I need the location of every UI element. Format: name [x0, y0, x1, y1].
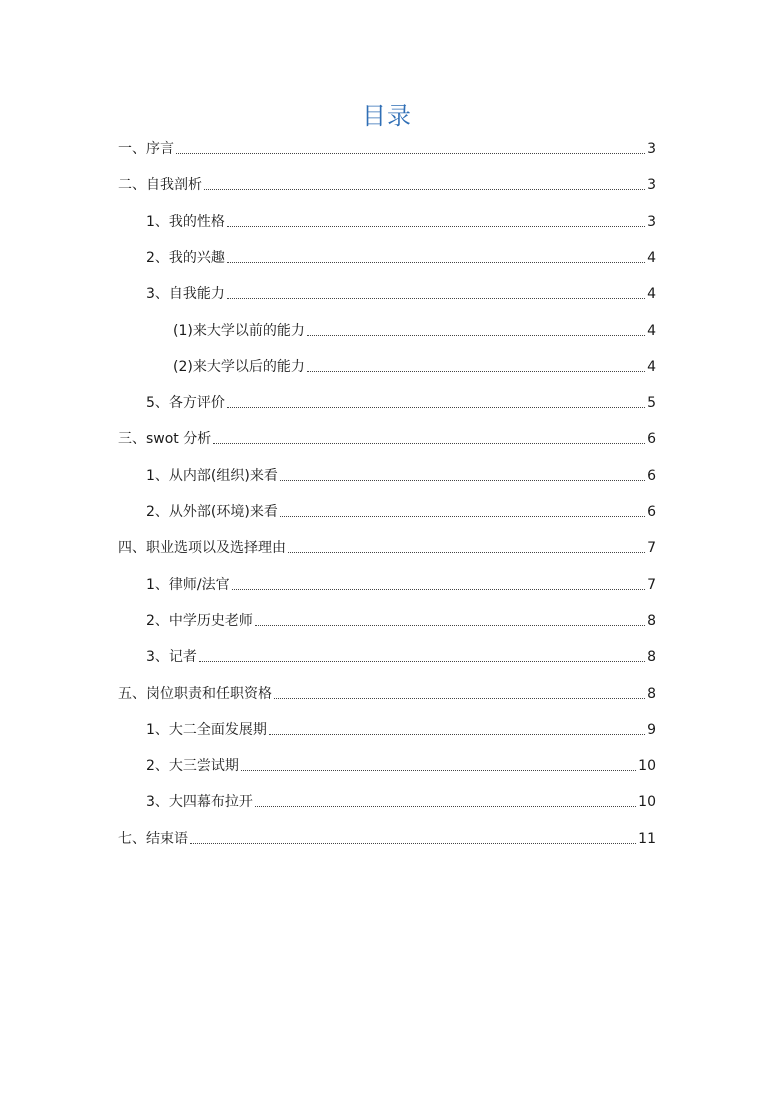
toc-entry[interactable] [146, 243, 656, 267]
toc-entry-label: 2、中学历史老师 [146, 612, 253, 629]
toc-entry-page-number: 10 [638, 794, 656, 811]
toc-entry[interactable] [118, 134, 656, 158]
toc-dot-leader [280, 516, 645, 517]
toc-entry[interactable] [118, 679, 656, 703]
toc-entry[interactable] [173, 352, 656, 376]
toc-entry-page-number: 4 [647, 322, 656, 339]
toc-entry-page-number: 4 [647, 358, 656, 375]
toc-entry-label: 二、自我剖析 [118, 177, 202, 194]
toc-dot-leader [269, 734, 645, 735]
toc-entry[interactable] [118, 424, 656, 448]
toc-dot-leader [204, 189, 645, 190]
toc-entry[interactable] [146, 751, 656, 775]
toc-entry-label: 2、从外部(环境)来看 [146, 504, 278, 520]
toc-entry[interactable] [146, 279, 656, 303]
toc-entry-label: 3、记者 [146, 649, 197, 666]
toc-entry-page-number: 6 [647, 431, 656, 448]
toc-entry[interactable] [146, 642, 656, 666]
toc-entry-page-number: 7 [647, 540, 656, 557]
toc-dot-leader [241, 770, 636, 771]
toc-entry[interactable] [173, 316, 656, 340]
toc-dot-leader [288, 552, 645, 553]
toc-dot-leader [176, 153, 645, 154]
toc-entry-page-number: 9 [647, 721, 656, 738]
toc-entry-label: 四、职业选项以及选择理由 [118, 540, 286, 557]
toc-dot-leader [227, 262, 645, 263]
toc-dot-leader [199, 661, 645, 662]
toc-dot-leader [307, 371, 645, 372]
toc-entry-label: 3、自我能力 [146, 286, 225, 303]
toc-entry[interactable] [118, 533, 656, 557]
toc-dot-leader [190, 843, 636, 844]
toc-entry[interactable] [146, 787, 656, 811]
toc-dot-leader [227, 407, 645, 408]
toc-entry-page-number: 3 [647, 177, 656, 194]
toc-entry-page-number: 7 [647, 576, 656, 593]
toc-entry-label: 1、律师/法官 [146, 576, 230, 593]
toc-entry[interactable] [146, 715, 656, 739]
toc-entry[interactable] [146, 388, 656, 412]
toc-entry[interactable] [146, 207, 656, 231]
toc-entry[interactable] [146, 606, 656, 630]
toc-entry-page-number: 6 [647, 467, 656, 484]
toc-entry-label: 三、swot 分析 [118, 431, 212, 448]
toc-entry-label: 一、序言 [118, 141, 174, 157]
toc-entry-label: 1、大二全面发展期 [146, 721, 267, 738]
toc-dot-leader [307, 335, 645, 336]
toc-entry-label: 1、我的性格 [146, 213, 225, 230]
toc-entry-page-number: 6 [647, 504, 656, 520]
toc-dot-leader [213, 443, 645, 444]
toc-dot-leader [227, 226, 645, 227]
toc-dot-leader [255, 806, 636, 807]
toc-entry-label: 5、各方评价 [146, 395, 225, 412]
toc-entry-label: (2)来大学以后的能力 [173, 358, 305, 375]
toc-entry[interactable] [118, 824, 656, 848]
toc-title: 目录 [362, 102, 412, 130]
toc-entry-page-number: 10 [638, 758, 656, 775]
toc-entry-page-number: 11 [638, 830, 656, 847]
toc-entry-page-number: 5 [647, 395, 656, 412]
toc-entry-page-number: 3 [647, 141, 656, 157]
toc-entry-page-number: 4 [647, 286, 656, 303]
toc-dot-leader [227, 298, 645, 299]
toc-entry-page-number: 4 [647, 249, 656, 266]
toc-entry-page-number: 8 [647, 612, 656, 629]
toc-dot-leader [274, 698, 645, 699]
toc-dot-leader [280, 480, 645, 481]
toc-entry[interactable] [118, 170, 656, 194]
toc-entry-label: 3、大四幕布拉开 [146, 794, 253, 811]
toc-entry-label: 五、岗位职责和任职资格 [118, 685, 272, 702]
toc-entry-label: 七、结束语 [118, 830, 188, 847]
toc-entry-label: 2、大三尝试期 [146, 758, 239, 775]
toc-entry-label: (1)来大学以前的能力 [173, 322, 305, 339]
toc-entry-page-number: 3 [647, 213, 656, 230]
toc-entry-label: 1、从内部(组织)来看 [146, 467, 278, 484]
toc-entry[interactable] [146, 570, 656, 594]
toc-entry-page-number: 8 [647, 649, 656, 666]
toc-dot-leader [232, 589, 645, 590]
toc-entry[interactable] [146, 461, 656, 485]
toc-entry[interactable] [146, 497, 656, 521]
toc-dot-leader [255, 625, 645, 626]
toc-entry-label: 2、我的兴趣 [146, 249, 225, 266]
toc-entry-page-number: 8 [647, 685, 656, 702]
